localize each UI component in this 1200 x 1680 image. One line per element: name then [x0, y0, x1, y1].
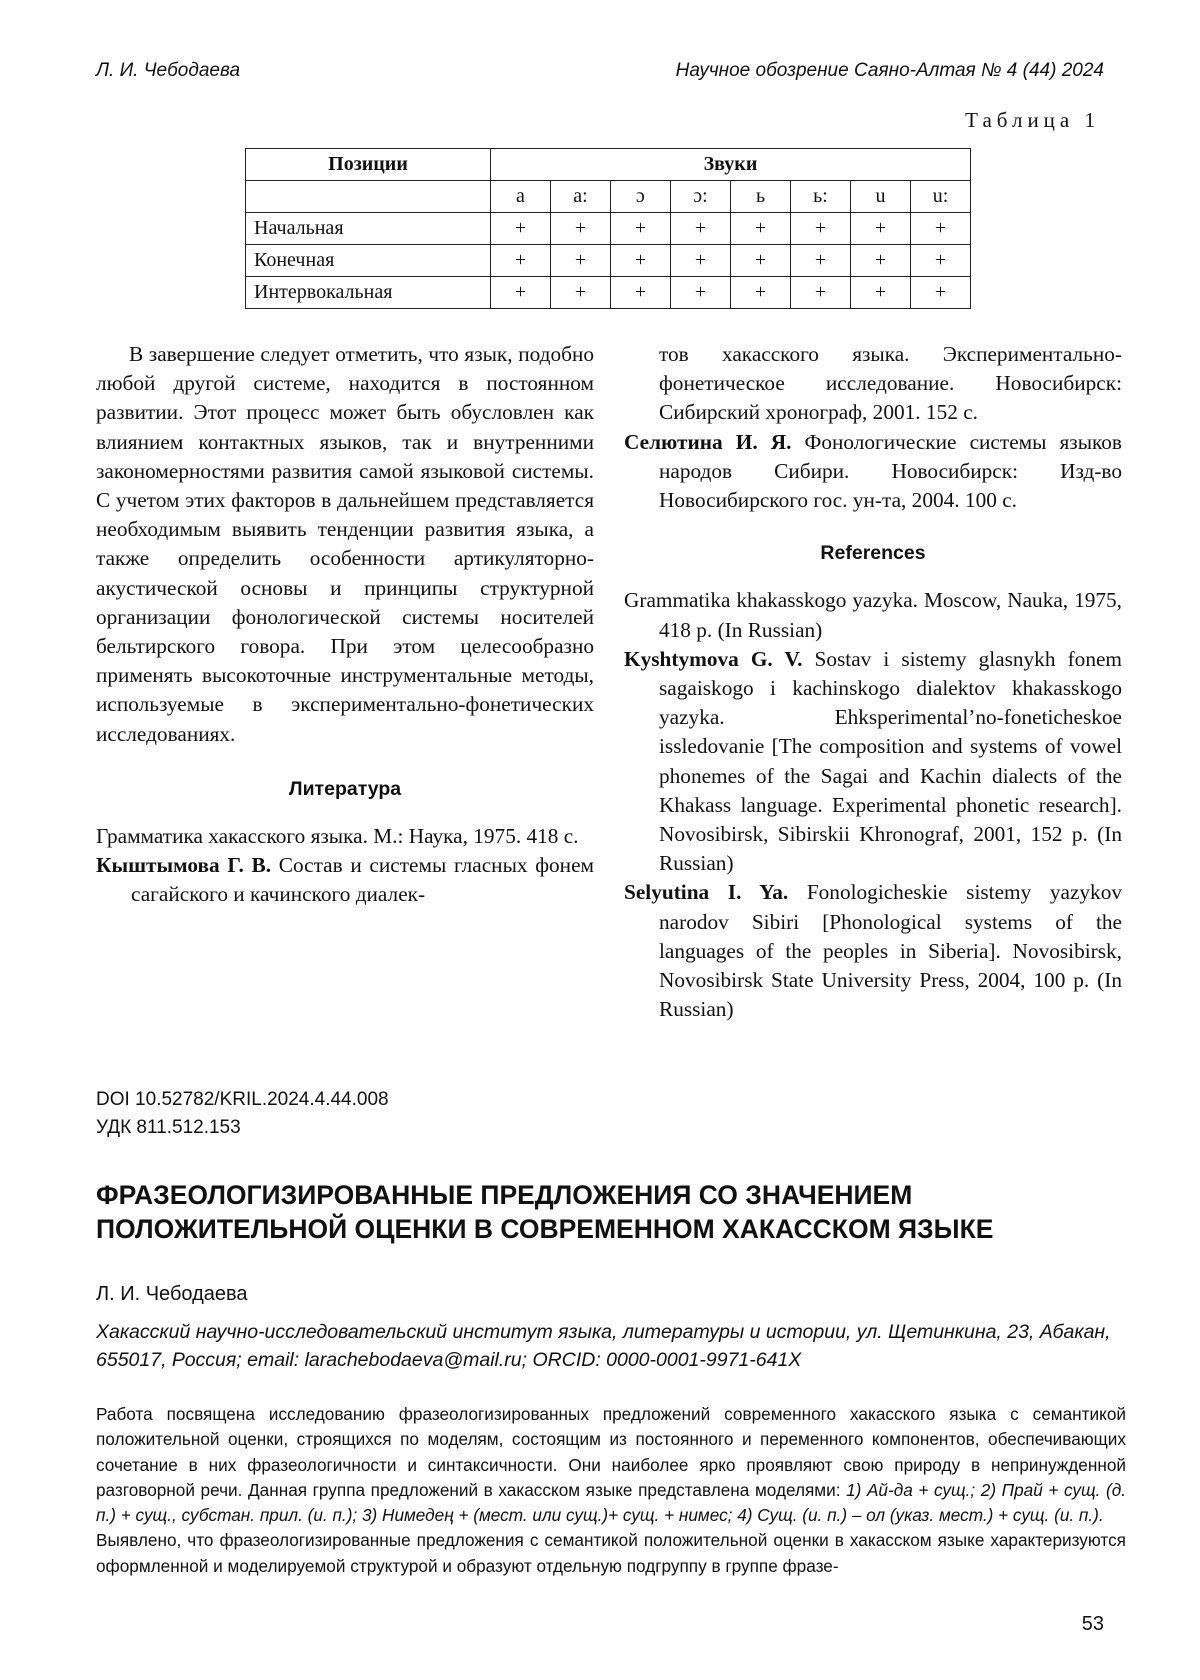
row-mark: + — [671, 277, 731, 309]
row-label: Интервокальная — [246, 277, 491, 309]
reference-item — [624, 878, 1122, 1024]
left-column — [96, 340, 594, 910]
table-row — [246, 277, 971, 309]
reference-item — [624, 645, 1122, 879]
article-title: ФРАЗЕОЛОГИЗИРОВАННЫЕ ПРЕДЛОЖЕНИЯ СО ЗНАЧЕНИЕМ ПОЛОЖИТЕЛЬНОЙ ОЦЕНКИ В СОВРЕМЕННОМ ХАКАССКОМ ЯЗЫКЕ — [96, 1180, 994, 1244]
row-label: Начальная — [246, 213, 491, 245]
row-mark: + — [671, 213, 731, 245]
row-mark: + — [791, 213, 851, 245]
row-mark: + — [791, 245, 851, 277]
row-mark: + — [911, 213, 971, 245]
row-mark: + — [731, 245, 791, 277]
ref-text: Sostav i sistemy glasnykh fonem sagaiskogo i kachinskogo dialektov khakasskogo yazyka. Ehksperimental’no-foneticheskoe issledovanie [The composition and systems of vowel phonemes of the Sagai and Kachin dialects of the Khakass language. Experimental phonetic research]. Novosibirsk, Sibirskii Khronograf, 2001, 152 p. (In Russian) — [659, 646, 1122, 876]
article-identifiers — [96, 1086, 389, 1142]
ref-author: Kyshtymova G. V. — [624, 646, 803, 671]
page-number: 53 — [1081, 1613, 1104, 1635]
sound-cell: a — [491, 181, 551, 213]
sound-cell: u: — [911, 181, 971, 213]
reference-item — [624, 586, 1122, 644]
row-mark: + — [671, 245, 731, 277]
ref-author: Кыштымова Г. В. — [96, 853, 272, 878]
ref-author: Селютина И. Я. — [624, 429, 792, 454]
row-mark: + — [551, 213, 611, 245]
table-header-positions: Позиции — [246, 149, 491, 181]
ref-text: Грамматика хакасского языка. М.: Наука, 1975. 418 с. — [96, 824, 579, 849]
row-mark: + — [611, 245, 671, 277]
row-mark: + — [731, 277, 791, 309]
row-mark: + — [491, 277, 551, 309]
literature-item — [96, 822, 594, 851]
sound-cell: ь: — [791, 181, 851, 213]
row-mark: + — [491, 245, 551, 277]
sound-cell: ь — [731, 181, 791, 213]
abstract-paragraph-1 — [96, 1402, 1126, 1528]
doi: DOI 10.52782/KRIL.2024.4.44.008 — [96, 1089, 389, 1110]
udk: УДК 811.512.153 — [96, 1117, 241, 1138]
abstract — [96, 1402, 1126, 1579]
table-header-sounds: Звуки — [491, 149, 971, 181]
abstract-paragraph-2: Выявлено, что фразеологизированные предложения с семантикой положительной оценки в хакасском языке характеризуются оформленной и моделируемой структурой и образуют отдельную подгруппу в группе фразе- — [96, 1530, 1126, 1576]
literature-item — [96, 851, 594, 909]
row-mark: + — [851, 213, 911, 245]
row-mark: + — [611, 213, 671, 245]
running-head-author: Л. И. Чебодаева — [96, 60, 241, 81]
ref-text: Grammatika khakasskogo yazyka. Moscow, Nauka, 1975, 418 p. (In Russian) — [624, 588, 1122, 642]
row-mark: + — [551, 245, 611, 277]
abstract-models: 1) Ай-да + сущ.; 2) Прай + сущ. (д. п.) + сущ., субстан. прил. (и. п.); 3) Нимедең + (мест. или сущ.)+ сущ. + нимес; 4) Сущ. (и. п.) – ол (указ. мест.) + сущ. (и. п.). — [96, 1479, 1126, 1526]
sound-cell: u — [851, 181, 911, 213]
ref-author: Selyutina I. Ya. — [624, 880, 789, 905]
table-caption: Таблица 1 — [965, 108, 1100, 132]
row-mark: + — [851, 245, 911, 277]
row-mark: + — [851, 277, 911, 309]
row-label: Конечная — [246, 245, 491, 277]
phoneme-position-table — [245, 148, 971, 309]
literature-item-continuation: тов хакасского языка. Экспериментально-фонетическое исследование. Новосибирск: Сибирский хронограф, 2001. 152 с. — [659, 342, 1122, 425]
conclusion-paragraph: В завершение следует отметить, что язык, подобно любой другой системе, находится в постоянном развитии. Этот процесс может быть обусловлен как влиянием контактных языков, так и внутренними закономерностями развития самой языковой системы. С учетом этих факторов в дальнейшем представляется необходимым выявить тенденции развития языка, а также определить особенности артикуляторно-акустической основы и принципы структурной организации фонологической системы носителей бельтирского говора. При этом целесообразно применять высокоточные инструментальные методы, используемые в экспериментально-фонетических исследованиях. — [96, 342, 594, 746]
table-row — [246, 245, 971, 277]
literature-item — [624, 428, 1122, 516]
table-row — [246, 213, 971, 245]
sound-cell: a: — [551, 181, 611, 213]
ref-text: Фонологические системы языков народов Сибири. Новосибирск: Изд-во Новосибирского гос. ун-та, 2004. 100 с. — [659, 429, 1122, 513]
ref-text: Состав и системы гласных фонем сагайского и качинского диалек- — [131, 853, 594, 907]
row-mark: + — [491, 213, 551, 245]
table-empty-cell — [246, 181, 491, 213]
row-mark: + — [731, 213, 791, 245]
row-mark: + — [611, 277, 671, 309]
literature-heading: Литература — [288, 777, 402, 800]
row-mark: + — [911, 245, 971, 277]
table-header-row — [246, 149, 971, 181]
references-heading: References — [820, 542, 926, 565]
abstract-text: Работа посвящена исследованию фразеологизированных предложений современного хакасского языка с семантикой положительной оценки, строящихся по моделям, состоящим из постоянного и переменного компонентов, обеспечивающих сочетание в них фразеологичности и синтаксичности. Они наиболее ярко проявляют свою природу в непринужденной разговорной речи. Данная группа предложений в хакасском языке представлена моделями: — [96, 1404, 1126, 1500]
running-head-journal: Научное обозрение Саяно-Алтая № 4 (44) 2024 — [675, 60, 1104, 81]
row-mark: + — [551, 277, 611, 309]
article-affiliation: Хакасский научно-исследовательский институт языка, литературы и истории, ул. Щетинкина, 23, Абакан, 655017, Россия; email: larachebodaeva@mail.ru; ORCID: 0000-0001-9971-641X — [96, 1321, 1111, 1371]
article-author: Л. И. Чебодаева — [96, 1283, 248, 1305]
row-mark: + — [791, 277, 851, 309]
ref-text: Fonologicheskie sistemy yazykov narodov Sibiri [Phonological systems of the languages of the peoples in Siberia]. Novosibirsk, Novosibirsk State University Press, 2004, 100 p. (In Russian) — [659, 880, 1123, 1022]
table-sounds-row — [246, 181, 971, 213]
row-mark: + — [911, 277, 971, 309]
right-column — [624, 340, 1122, 1024]
sound-cell: ɔ — [611, 181, 671, 213]
sound-cell: ɔ: — [671, 181, 731, 213]
